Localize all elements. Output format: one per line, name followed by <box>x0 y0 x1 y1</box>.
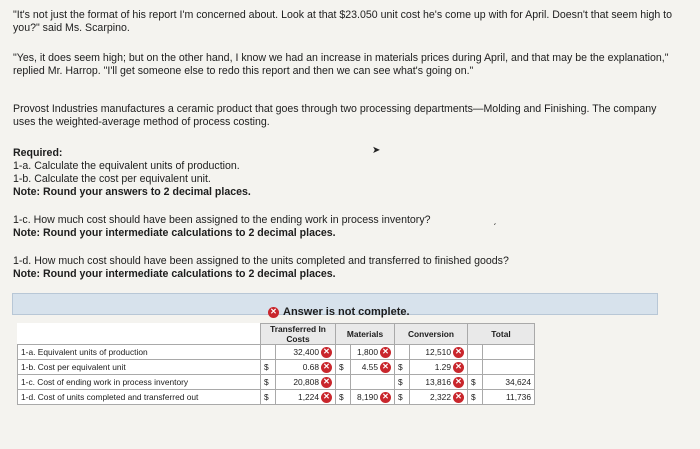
dollar-sign: $ <box>395 375 410 390</box>
table-row <box>18 375 535 390</box>
mouse-cursor-icon: ➤ <box>372 145 381 156</box>
dollar-sign: $ <box>261 360 276 375</box>
error-x-icon: ✕ <box>380 392 391 403</box>
answer-value: 20,808 <box>293 377 319 387</box>
answer-value: 13,816 <box>425 377 451 387</box>
dollar-sign: $ <box>261 375 276 390</box>
answer-value: 12,510 <box>425 347 451 357</box>
dollar-sign: $ <box>336 360 351 375</box>
answer-status <box>268 306 410 318</box>
caret-mark-icon: ˏ <box>493 215 497 226</box>
answer-input-materials[interactable] <box>351 375 395 390</box>
answer-value: 4.55 <box>361 362 378 372</box>
answer-value: 2,322 <box>430 392 451 402</box>
col-header-conversion: Conversion <box>395 324 468 345</box>
answer-value: 8,190 <box>357 392 378 402</box>
answer-input-materials[interactable] <box>351 390 395 405</box>
answer-value: 1,800 <box>357 347 378 357</box>
answer-value: 0.68 <box>302 362 319 372</box>
col-header-materials: Materials <box>336 324 395 345</box>
table-row <box>18 390 535 405</box>
answer-input-materials[interactable] <box>351 345 395 360</box>
error-x-icon: ✕ <box>453 392 464 403</box>
answer-value: 32,400 <box>293 347 319 357</box>
answer-input-total[interactable] <box>483 360 535 375</box>
row-label: 1-b. Cost per equivalent unit <box>18 360 261 375</box>
table-header-row <box>18 324 535 345</box>
row-label: 1-d. Cost of units completed and transferred out <box>18 390 261 405</box>
dollar-sign: $ <box>395 360 410 375</box>
requirement-1b: 1-b. Calculate the cost per equivalent unit. <box>13 173 211 185</box>
col-header-transferred: Transferred In Costs <box>261 324 336 345</box>
answer-input-total[interactable] <box>483 375 535 390</box>
row-label: 1-a. Equivalent units of production <box>18 345 261 360</box>
table-row <box>18 360 535 375</box>
answer-input-transferred[interactable] <box>276 360 336 375</box>
dollar-sign: $ <box>468 375 483 390</box>
note-intermediate-2: Note: Round your intermediate calculations to 2 decimal places. <box>13 268 336 280</box>
note-intermediate-1: Note: Round your intermediate calculations to 2 decimal places. <box>13 227 336 239</box>
answer-input-total[interactable] <box>483 345 535 360</box>
dollar-sign <box>261 345 276 360</box>
row-label: 1-c. Cost of ending work in process inventory <box>18 375 261 390</box>
intro-paragraph-3: Provost Industries manufactures a ceramic product that goes through two processing departments—Molding and Finishing. The company uses the weighted-average method of process costing. <box>13 103 657 128</box>
dollar-sign <box>336 345 351 360</box>
answer-value: 1.29 <box>434 362 451 372</box>
answer-input-conversion[interactable] <box>410 390 468 405</box>
answer-input-conversion[interactable] <box>410 375 468 390</box>
col-header-total: Total <box>468 324 535 345</box>
answer-input-conversion[interactable] <box>410 345 468 360</box>
answer-table <box>17 323 535 405</box>
intro-paragraph-1: "It's not just the format of his report I'm concerned about. Look at that $23.050 unit cost he's come up with for April. Doesn't that seem high to you?" said Ms. Scarpino. <box>13 9 673 34</box>
requirement-1c: 1-c. How much cost should have been assigned to the ending work in process inventory? <box>13 214 431 226</box>
answer-input-materials[interactable] <box>351 360 395 375</box>
error-x-icon: ✕ <box>453 377 464 388</box>
dollar-sign <box>336 375 351 390</box>
required-heading: Required: <box>13 147 63 159</box>
error-x-icon: ✕ <box>321 377 332 388</box>
error-x-icon: ✕ <box>321 362 332 373</box>
answer-status-text: Answer is not complete. <box>283 306 410 318</box>
table-row <box>18 345 535 360</box>
dollar-sign <box>468 345 483 360</box>
dollar-sign <box>395 345 410 360</box>
error-x-icon: ✕ <box>380 347 391 358</box>
note-decimal-places: Note: Round your answers to 2 decimal places. <box>13 186 251 198</box>
answer-input-transferred[interactable] <box>276 390 336 405</box>
requirement-1a: 1-a. Calculate the equivalent units of production. <box>13 160 240 172</box>
answer-input-transferred[interactable] <box>276 375 336 390</box>
error-x-icon: ✕ <box>321 347 332 358</box>
answer-value: 1,224 <box>298 392 319 402</box>
dollar-sign: $ <box>261 390 276 405</box>
dollar-sign: $ <box>468 390 483 405</box>
answer-input-conversion[interactable] <box>410 360 468 375</box>
intro-paragraph-2: "Yes, it does seem high; but on the other hand, I know we had an increase in materials prices during April, and that may be the explanation," replied Mr. Harrop. "I'll get someone else to redo this report and then we can see what's going on." <box>13 52 669 77</box>
answer-input-transferred[interactable] <box>276 345 336 360</box>
error-x-icon: ✕ <box>268 307 279 318</box>
error-x-icon: ✕ <box>453 347 464 358</box>
error-x-icon: ✕ <box>453 362 464 373</box>
dollar-sign: $ <box>395 390 410 405</box>
answer-value: 11,736 <box>506 392 531 402</box>
answer-input-total[interactable] <box>483 390 535 405</box>
error-x-icon: ✕ <box>321 392 332 403</box>
error-x-icon: ✕ <box>380 362 391 373</box>
requirement-1d: 1-d. How much cost should have been assigned to the units completed and transferred to finished goods? <box>13 255 509 267</box>
dollar-sign <box>468 360 483 375</box>
dollar-sign: $ <box>336 390 351 405</box>
answer-value: 34,624 <box>505 377 531 387</box>
